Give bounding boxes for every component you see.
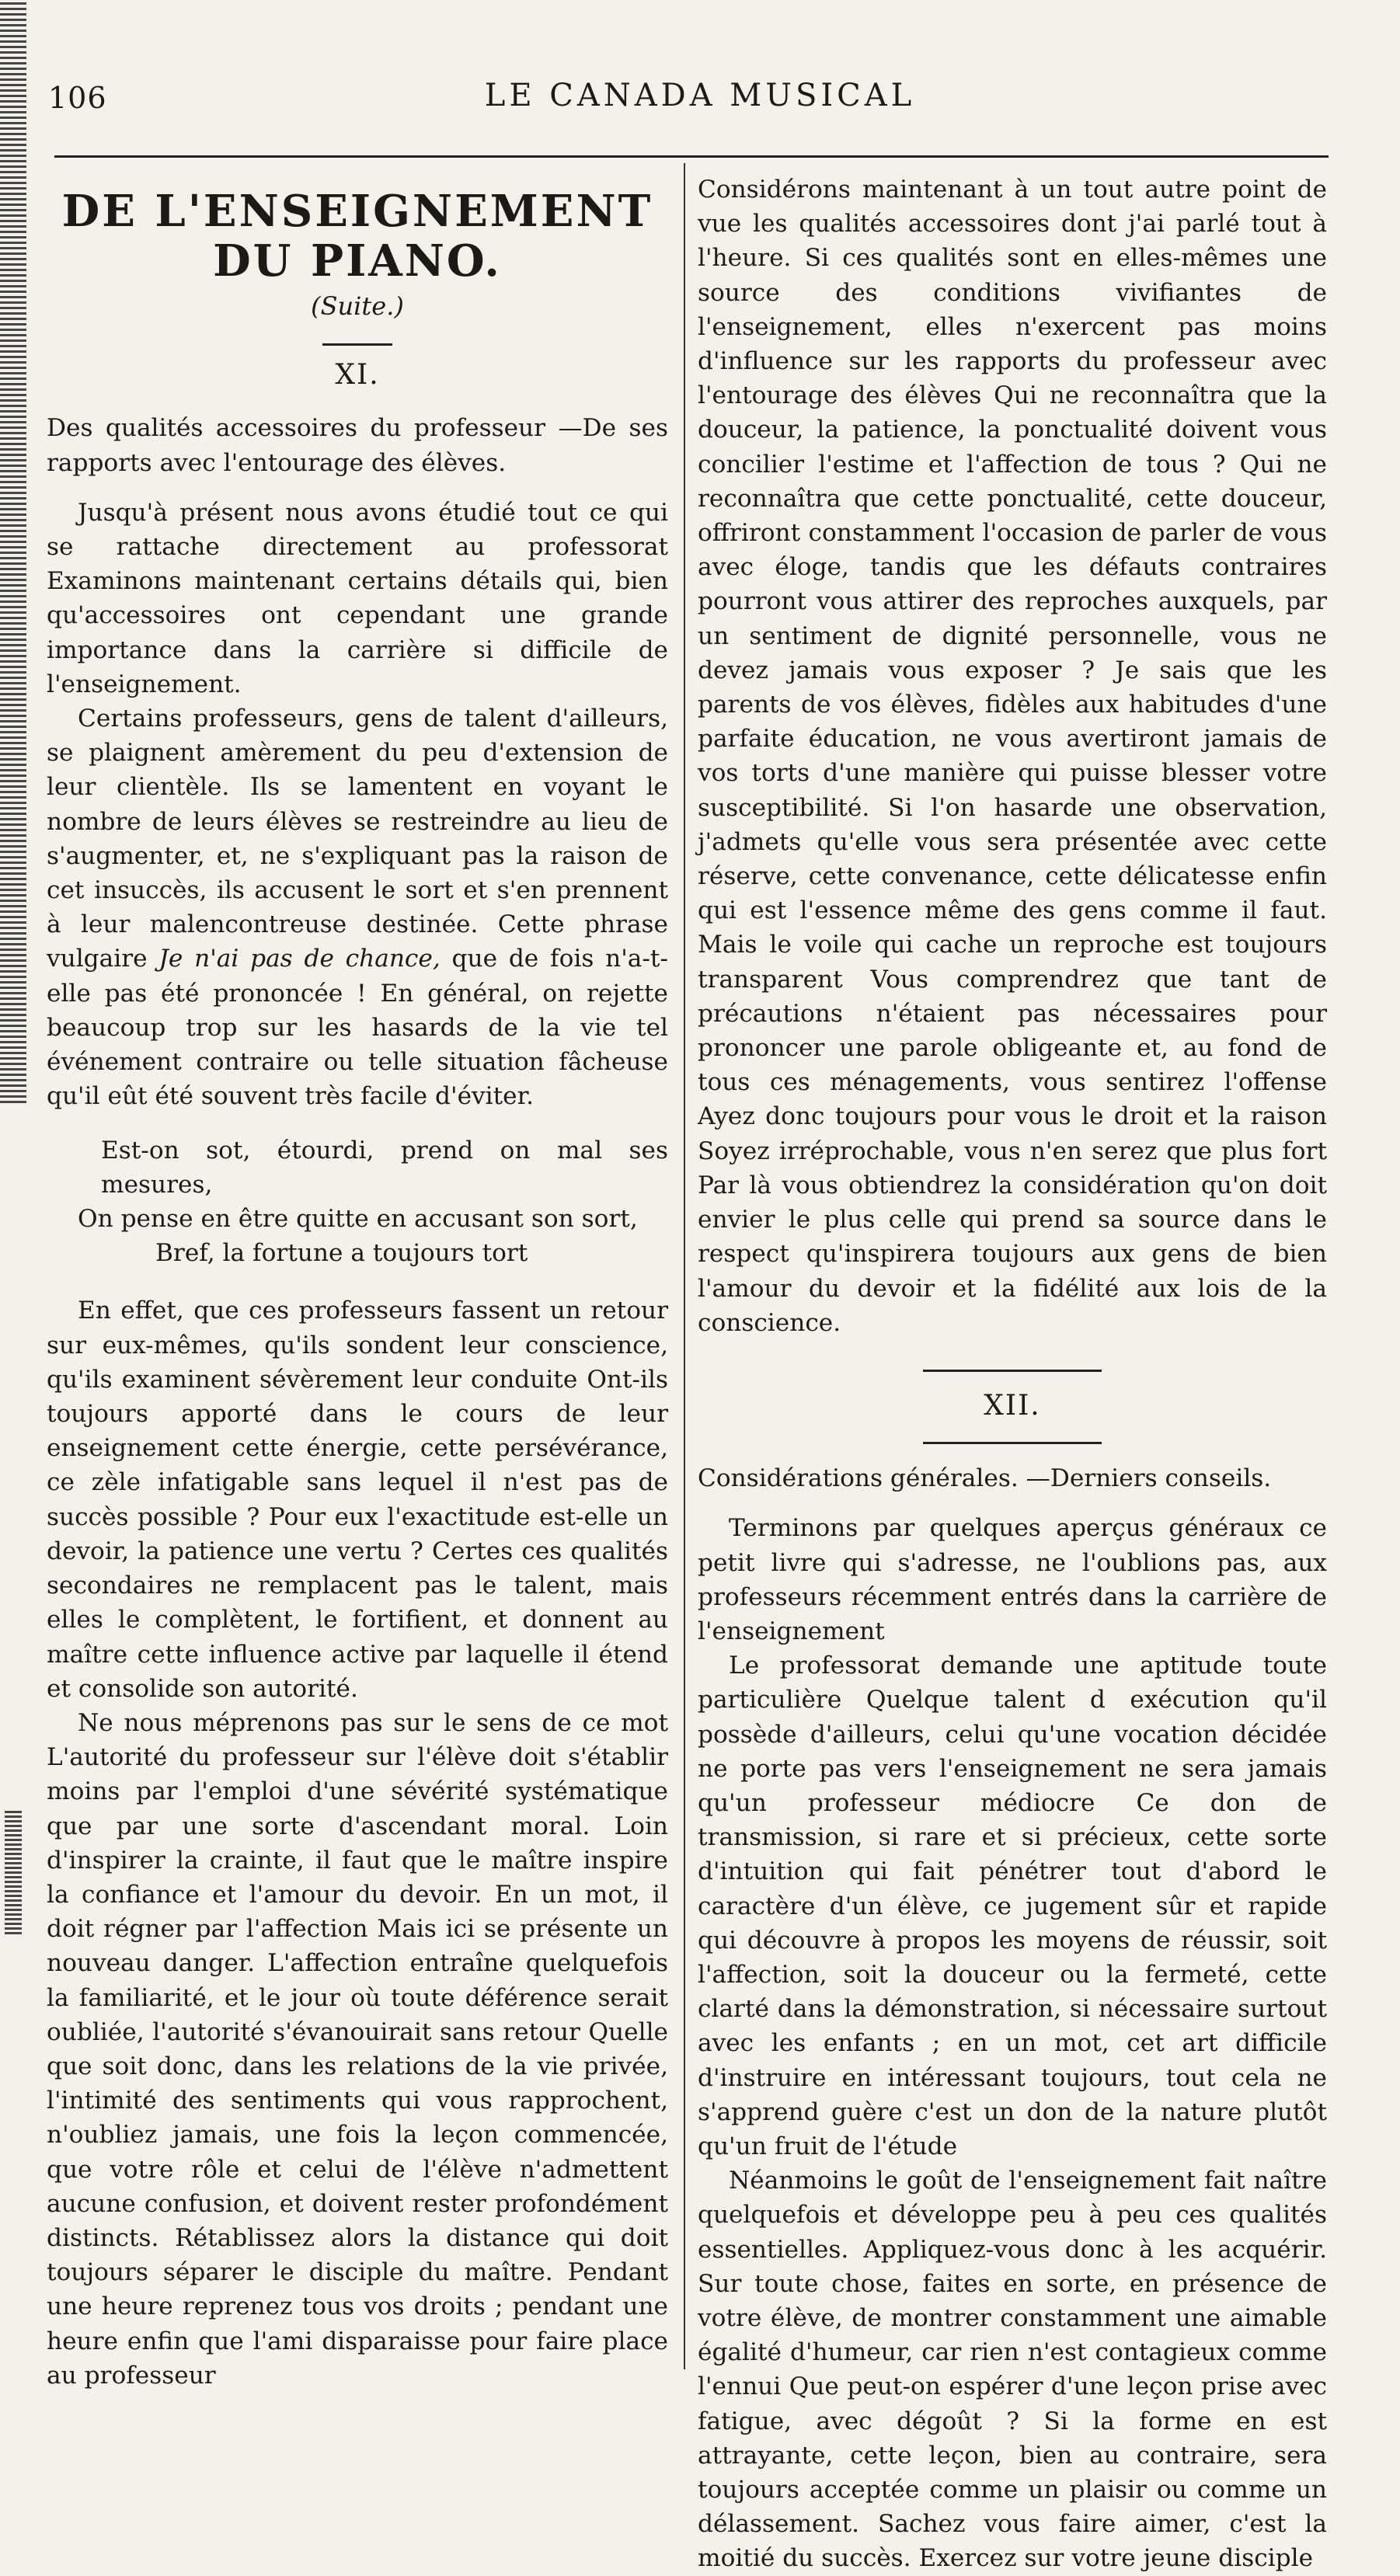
paragraph — [47, 701, 668, 1113]
section-summary: Des qualités accessoires du professeur —De ses rapports avec l'entourage des élèves. — [47, 414, 668, 477]
section-rule — [923, 1442, 1102, 1444]
section-number-xii: XII. — [984, 1389, 1041, 1422]
paragraph-continued: Considérons maintenant à un tout autre point de vue les qualités accessoires dont j'ai parlé tout à l'heure. Si ces qualités sont en elles-mêmes une source des conditions vivifiantes de l'enseignement, elles n'exercent pas moins d'influence sur les rapports du professeur avec l'entourage des élèves Qui ne reconnaîtra que la douceur, la patience, la ponctualité doivent vous concilier l'estime et l'affection de tous ? Qui ne reconnaîtra que cette ponctualité, cette douceur, offriront constamment l'occasion de parler de vous avec éloge, tandis que les défauts contraires pourront vous attirer des reproches auxquels, par un sentiment de dignité personnelle, vous ne devez jamais vous exposer ? Je sais que les parents de vos élèves, fidèles aux habitudes d'une parfaite éducation, ne vous avertiront jamais de vos torts d'une manière qui puisse blesser votre susceptibilité. Si l'on hasarde une observation, j'admets qu'elle vous sera présentée avec cette réserve, cette convenance, cette délicatesse enfin qui est l'essence même des gens comme il faut. Mais le voile qui cache un reproche est toujours transparent Vous comprendrez que tant de précautions n'étaient pas nécessaires pour prononcer une parole obligeante et, au fond de tous ces ménagements, vous sentirez l'offense Ayez donc toujours pour vous le droit et la raison Soyez irréprochable, vous n'en serez que plus fort Par là vous obtiendrez la considération qu'on doit envier le plus celle qui prend sa source dans le respect qu'inspirera toujours aux gens de bien l'amour du devoir et la fidélité aux lois de la conscience. — [698, 176, 1327, 1337]
paragraph: En effet, que ces professeurs fassent un retour sur eux-mêmes, qu'ils sondent leur conscience, qu'ils examinent sévèrement leur conduite Ont-ils toujours apporté dans le cours de leur enseignement cette énergie, cette persévérance, ce zèle infatigable sans lequel il n'est pas de succès possible ? Pour eux l'exactitude est-elle un devoir, la patience une vertu ? Certes ces qualités secondaires ne remplacent pas le talent, mais elles le complètent, le fortifient, et donnent au maître cette influence active par laquelle il étend et consolide son autorité. — [47, 1297, 668, 1703]
verse-line: Bref, la fortune a toujours tort — [155, 1239, 528, 1268]
article-subtitle: (Suite.) — [311, 291, 404, 321]
section-rule — [923, 1370, 1102, 1372]
article-title: DE L'ENSEIGNEMENT DU PIANO. — [61, 186, 653, 287]
page-number: 106 — [48, 81, 107, 115]
paragraph: Jusqu'à présent nous avons étudié tout ce qui se rattache directement au professorat Examinons maintenant certains détails qui, bien qu'accessoires ont cependant une grande importance dans la carrière si difficile de l'enseignement. — [47, 498, 668, 698]
section-summary: Considérations générales. —Derniers conseils. — [698, 1464, 1272, 1493]
paragraph: Le professorat demande une aptitude toute particulière Quelque talent d exécution qu'il possède d'ailleurs, celui qu'une vocation décidée ne porte pas vers l'enseignement ne sera jamais qu'un professeur médiocre Ce don de transmission, si rare et si précieux, cette sorte d'intuition qui fait pénétrer tout d'abord le caractère d'un élève, ce jugement sûr et rapide qui découvre à propos les moyens de réussir, soit l'affection, soit la douceur ou la fermeté, cette clarté dans la démonstration, si nécessaire surtout avec les enfants ; en un mot, cet art difficile d'instruire en intéressant toujours, tout cela ne s'apprend guère c'est un don de la nature plutôt qu'un fruit de l'étude — [698, 1652, 1327, 2160]
paragraph: Terminons par quelques aperçus généraux ce petit livre qui s'adresse, ne l'oublions pas, aux professeurs récemment entrés dans la carrière de l'enseignement — [698, 1514, 1327, 1645]
verse-line: On pense en être quitte en accusant son sort, — [78, 1205, 638, 1234]
paragraph-text: Certains professeurs, gens de talent d'ailleurs, se plaignent amèrement du peu d'extension de leur clientèle. Ils se lamentent en voyant le nombre de leurs élèves se restreindre au lieu de s'augmenter, et, ne s'expliquant pas la raison de cet insuccès, ils accusent le sort et s'en prennent à leur malencontreuse destinée. Cette phrase vulgaire — [47, 705, 668, 973]
header-rule — [54, 155, 1329, 158]
title-rule — [322, 343, 392, 346]
section-number-xi: XI. — [335, 359, 380, 392]
paragraph: Néanmoins le goût de l'enseignement fait naître quelquefois et développe peu à peu ces qualités essentielles. Appliquez-vous donc à les acquérir. Sur toute chose, faites en sorte, en présence de votre élève, de montrer constamment une aimable égalité d'humeur, car rien n'est contagieux comme l'ennui Que peut-on espérer d'une leçon prise avec fatigue, avec dégoût ? Si la forme en est attrayante, cette leçon, bien au contraire, sera toujours acceptée comme un plaisir ou comme un délassement. Sachez vous faire aimer, c'est la moitié du succès. Exercez sur votre jeune disciple — [698, 2167, 1327, 2573]
paragraph: Ne nous méprenons pas sur le sens de ce mot L'autorité du professeur sur l'élève doit s'établir moins par l'emploi d'une sévérité systématique que par une sorte d'ascendant moral. Loin d'inspirer la crainte, il faut que le maître inspire la confiance et l'amour du devoir. En un mot, il doit régner par l'affection Mais ici se présente un nouveau danger. L'affection entraîne quelquefois la familiarité, et le jour où toute déférence serait oubliée, l'autorité s'évanouirait sans retour Quelle que soit donc, dans les relations de la vie privée, l'intimité des sentiments qui vous rapprochent, n'oubliez jamais, une fois la leçon commencée, que votre rôle et celui de l'élève n'admettent aucune confusion, et doivent rester profondément distincts. Rétablissez alors la distance qui doit toujours séparer le disciple du maître. Pendant une heure reprenez tous vos droits ; pendant une heure enfin que l'ami disparaisse pour faire place au professeur — [47, 1708, 668, 2390]
verse-quote — [47, 1133, 668, 1270]
column-rule — [684, 163, 685, 2369]
binding-edge — [0, 0, 26, 1103]
binding-edge — [5, 1810, 22, 1934]
left-column — [47, 172, 668, 2393]
paragraph-text: que de fois n'a-t-elle pas été prononcée ! En général, on rejette beaucoup trop sur les hasards de la vie tel événement contraire ou telle situation fâcheuse qu'il eût été souvent très facile d'éviter. — [47, 945, 668, 1111]
quoted-phrase: Je n'ai pas de chance, — [158, 945, 441, 973]
running-head: LE CANADA MUSICAL — [484, 78, 916, 113]
verse-line: Est-on sot, étourdi, prend on mal ses mesures, — [101, 1137, 668, 1199]
right-column — [698, 172, 1327, 2576]
